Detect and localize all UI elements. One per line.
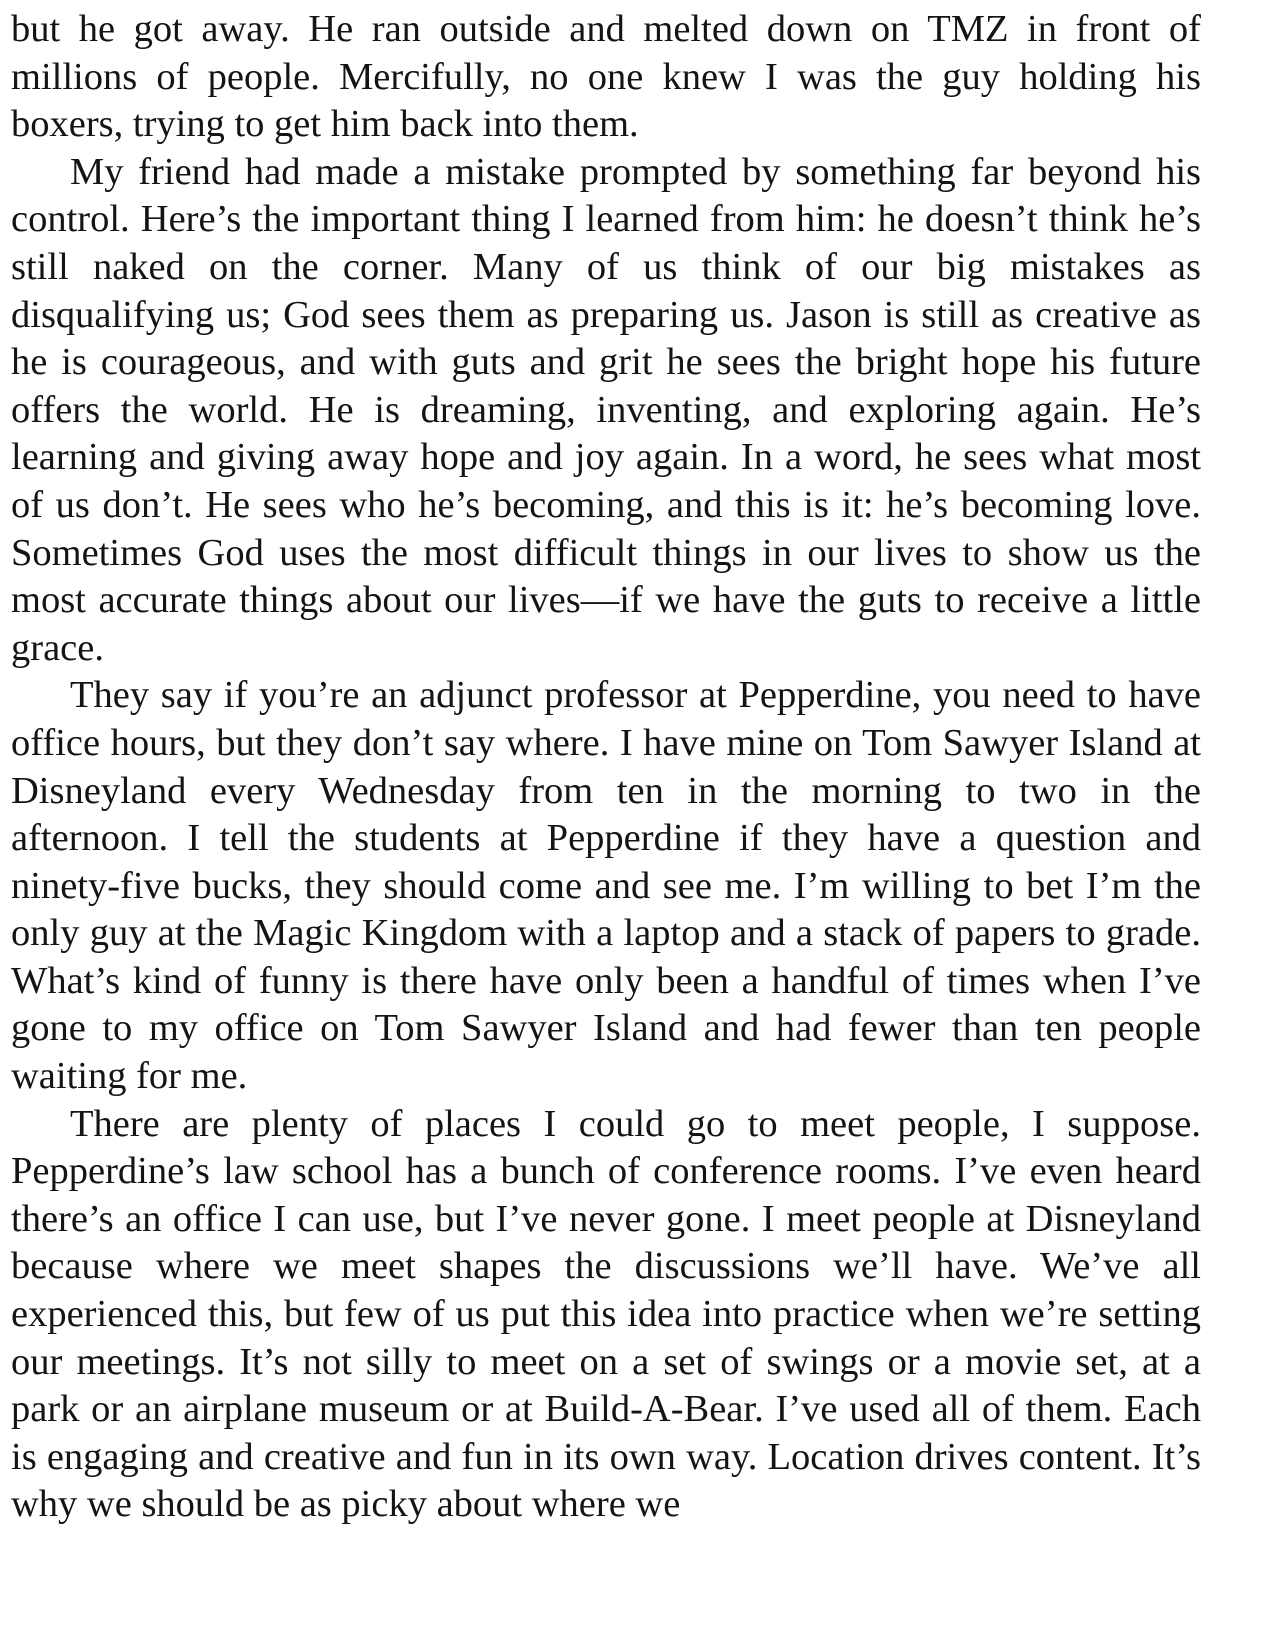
paragraph-continued: but he got away. He ran outside and melted down on TMZ in front of millions of people. Mercifully, no one knew I was the guy holding his boxers, trying to get him back into them. [11,8,1201,146]
paragraph: They say if you’re an adjunct professor at Pepperdine, you need to have office hours, but they don’t say where. I have mine on Tom Sawyer Island at Disneyland every Wednesday from ten in the morning to two in the afternoon. I tell the students at Pepperdine if they have a question and ninety-five bucks, they should come and see me. I’m willing to bet I’m the only guy at the Magic Kingdom with a laptop and a stack of papers to grade. What’s kind of funny is there have only been a handful of times when I’ve gone to my office on Tom Sawyer Island and had fewer than ten people waiting for me. [11,674,1201,1098]
page-body [11,6,1201,1529]
paragraph: My friend had made a mistake prompted by something far beyond his control. Here’s the important thing I learned from him: he doesn’t think he’s still naked on the corner. Many of us think of our big mistakes as disqualifying us; God sees them as preparing us. Jason is still as creative as he is courageous, and with guts and grit he sees the bright hope his future offers the world. He is dreaming, inventing, and exploring again. He’s learning and giving away hope and joy again. In a word, he sees what most of us don’t. He sees who he’s becoming, and this is it: he’s becoming love. Sometimes God uses the most difficult things in our lives to show us the most accurate things about our lives—if we have the guts to receive a little grace. [11,150,1201,669]
paragraph: There are plenty of places I could go to meet people, I suppose. Pepperdine’s law school has a bunch of conference rooms. I’ve even heard there’s an office I can use, but I’ve never gone. I meet people at Disneyland because where we meet shapes the discussions we’ll have. We’ve all experienced this, but few of us put this idea into practice when we’re setting our meetings. It’s not silly to meet on a set of swings or a movie set, at a park or an airplane museum or at Build-A-Bear. I’ve used all of them. Each is engaging and creative and fun in its own way. Location drives content. It’s why we should be as picky about where we [11,1102,1201,1526]
